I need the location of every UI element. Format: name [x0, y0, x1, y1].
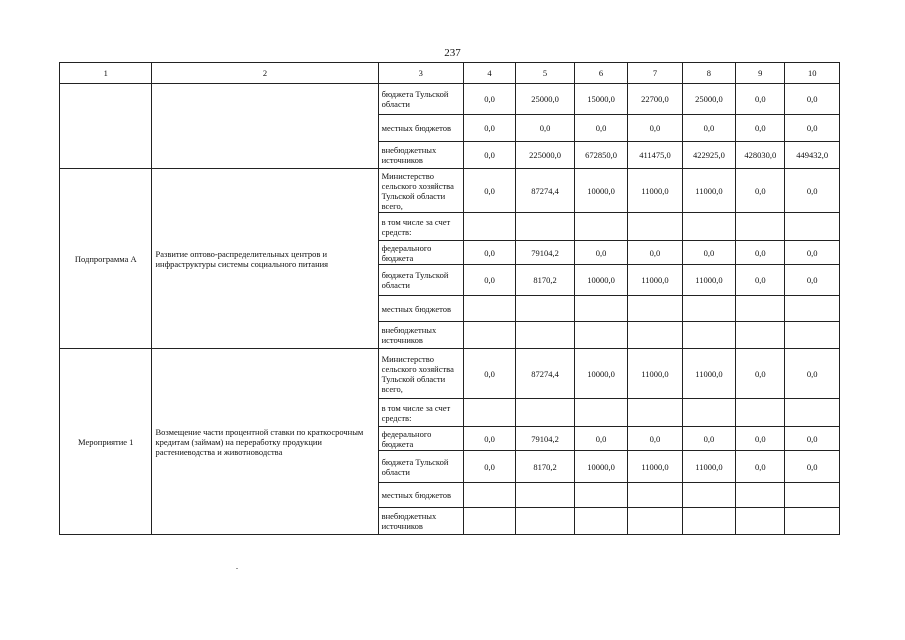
value-cell: [736, 483, 785, 508]
value-cell: 0,0: [682, 115, 735, 142]
value-cell: [682, 399, 735, 427]
value-cell: 0,0: [463, 241, 515, 265]
value-cell: 411475,0: [628, 142, 682, 169]
value-cell: [785, 483, 840, 508]
table-row: [60, 169, 840, 213]
value-cell: [736, 508, 785, 535]
value-cell: 0,0: [463, 451, 515, 483]
value-cell: [463, 508, 515, 535]
value-cell: [628, 213, 682, 241]
funding-source-cell: внебюджетных источников: [378, 142, 463, 169]
value-cell: 0,0: [785, 84, 840, 115]
value-cell: 0,0: [463, 115, 515, 142]
program-description-cell: Возмещение части процентной ставки по краткосрочным кредитам (займам) на переработку продукции растениеводства и животноводства: [152, 349, 378, 535]
funding-source-cell: местных бюджетов: [378, 296, 463, 322]
value-cell: [682, 483, 735, 508]
value-cell: 11000,0: [628, 349, 682, 399]
value-cell: 0,0: [463, 427, 515, 451]
header-cell: 7: [628, 63, 682, 84]
header-row: [60, 63, 840, 84]
funding-source-cell: внебюджетных источников: [378, 508, 463, 535]
value-cell: 0,0: [736, 265, 785, 296]
value-cell: [736, 322, 785, 349]
page-number: 237: [444, 47, 461, 59]
value-cell: [682, 508, 735, 535]
value-cell: 11000,0: [628, 451, 682, 483]
value-cell: [736, 399, 785, 427]
funding-source-cell: бюджета Тульской области: [378, 84, 463, 115]
header-cell: 1: [60, 63, 152, 84]
header-cell: 4: [463, 63, 515, 84]
value-cell: 0,0: [463, 142, 515, 169]
value-cell: 10000,0: [574, 265, 627, 296]
value-cell: [736, 213, 785, 241]
value-cell: 0,0: [736, 84, 785, 115]
program-name-cell: [60, 84, 152, 169]
value-cell: 0,0: [463, 169, 515, 213]
value-cell: 0,0: [574, 115, 627, 142]
value-cell: 0,0: [463, 265, 515, 296]
value-cell: [682, 213, 735, 241]
value-cell: [785, 296, 840, 322]
header-cell: 2: [152, 63, 378, 84]
header-cell: 8: [682, 63, 735, 84]
funding-source-cell: бюджета Тульской области: [378, 265, 463, 296]
funding-source-cell: Министерство сельского хозяйства Тульской области всего,: [378, 169, 463, 213]
value-cell: [463, 213, 515, 241]
header-cell: 6: [574, 63, 627, 84]
budget-table: [59, 62, 840, 535]
value-cell: [574, 483, 627, 508]
value-cell: 8170,2: [516, 451, 575, 483]
value-cell: 0,0: [736, 349, 785, 399]
value-cell: [628, 508, 682, 535]
value-cell: [463, 322, 515, 349]
value-cell: 0,0: [574, 241, 627, 265]
value-cell: 0,0: [785, 169, 840, 213]
value-cell: [628, 483, 682, 508]
value-cell: 11000,0: [682, 451, 735, 483]
value-cell: [463, 296, 515, 322]
value-cell: [574, 213, 627, 241]
table-row: [60, 84, 840, 115]
value-cell: 79104,2: [516, 241, 575, 265]
value-cell: [785, 322, 840, 349]
value-cell: [574, 508, 627, 535]
value-cell: 0,0: [463, 349, 515, 399]
value-cell: 672850,0: [574, 142, 627, 169]
value-cell: 15000,0: [574, 84, 627, 115]
value-cell: 0,0: [736, 169, 785, 213]
value-cell: [628, 399, 682, 427]
program-name-cell: Подпрограмма А: [60, 169, 152, 349]
value-cell: 11000,0: [682, 349, 735, 399]
program-description-cell: Развитие оптово-распределительных центров и инфраструктуры системы социального питания: [152, 169, 378, 349]
value-cell: 0,0: [785, 427, 840, 451]
value-cell: [574, 322, 627, 349]
value-cell: 11000,0: [682, 169, 735, 213]
value-cell: 0,0: [736, 427, 785, 451]
funding-source-cell: местных бюджетов: [378, 115, 463, 142]
value-cell: [628, 322, 682, 349]
program-name-cell: Мероприятие 1: [60, 349, 152, 535]
value-cell: 79104,2: [516, 427, 575, 451]
value-cell: [785, 399, 840, 427]
value-cell: [463, 483, 515, 508]
value-cell: [516, 399, 575, 427]
value-cell: 0,0: [463, 84, 515, 115]
value-cell: 11000,0: [628, 169, 682, 213]
value-cell: 0,0: [785, 115, 840, 142]
funding-source-cell: в том числе за счет средств:: [378, 213, 463, 241]
value-cell: 0,0: [574, 427, 627, 451]
scan-speck: [236, 568, 238, 569]
value-cell: 87274,4: [516, 169, 575, 213]
value-cell: 422925,0: [682, 142, 735, 169]
funding-source-cell: бюджета Тульской области: [378, 451, 463, 483]
value-cell: 10000,0: [574, 451, 627, 483]
value-cell: [463, 399, 515, 427]
value-cell: 0,0: [516, 115, 575, 142]
header-cell: 5: [516, 63, 575, 84]
value-cell: 225000,0: [516, 142, 575, 169]
value-cell: [574, 296, 627, 322]
funding-source-cell: Министерство сельского хозяйства Тульской области всего,: [378, 349, 463, 399]
value-cell: [682, 322, 735, 349]
value-cell: [628, 296, 682, 322]
value-cell: 0,0: [682, 427, 735, 451]
value-cell: [516, 508, 575, 535]
funding-source-cell: в том числе за счет средств:: [378, 399, 463, 427]
value-cell: [516, 322, 575, 349]
value-cell: 0,0: [628, 427, 682, 451]
value-cell: [785, 508, 840, 535]
value-cell: [516, 213, 575, 241]
value-cell: [785, 213, 840, 241]
value-cell: [736, 296, 785, 322]
value-cell: 428030,0: [736, 142, 785, 169]
header-cell: 3: [378, 63, 463, 84]
value-cell: 25000,0: [516, 84, 575, 115]
funding-source-cell: федерального бюджета: [378, 241, 463, 265]
table-row: [60, 349, 840, 399]
value-cell: [516, 296, 575, 322]
value-cell: 0,0: [628, 241, 682, 265]
value-cell: 8170,2: [516, 265, 575, 296]
value-cell: [682, 296, 735, 322]
table-body: [60, 63, 840, 535]
value-cell: [574, 399, 627, 427]
value-cell: 0,0: [785, 241, 840, 265]
value-cell: 22700,0: [628, 84, 682, 115]
value-cell: 0,0: [785, 349, 840, 399]
value-cell: 0,0: [785, 451, 840, 483]
funding-source-cell: местных бюджетов: [378, 483, 463, 508]
value-cell: 0,0: [736, 451, 785, 483]
funding-source-cell: федерального бюджета: [378, 427, 463, 451]
value-cell: 25000,0: [682, 84, 735, 115]
funding-source-cell: внебюджетных источников: [378, 322, 463, 349]
value-cell: 87274,4: [516, 349, 575, 399]
value-cell: 11000,0: [628, 265, 682, 296]
value-cell: 449432,0: [785, 142, 840, 169]
value-cell: 10000,0: [574, 169, 627, 213]
header-cell: 9: [736, 63, 785, 84]
value-cell: 0,0: [785, 265, 840, 296]
value-cell: 0,0: [628, 115, 682, 142]
value-cell: 0,0: [736, 241, 785, 265]
value-cell: [516, 483, 575, 508]
value-cell: 0,0: [682, 241, 735, 265]
value-cell: 0,0: [736, 115, 785, 142]
value-cell: 10000,0: [574, 349, 627, 399]
value-cell: 11000,0: [682, 265, 735, 296]
program-description-cell: [152, 84, 378, 169]
header-cell: 10: [785, 63, 840, 84]
